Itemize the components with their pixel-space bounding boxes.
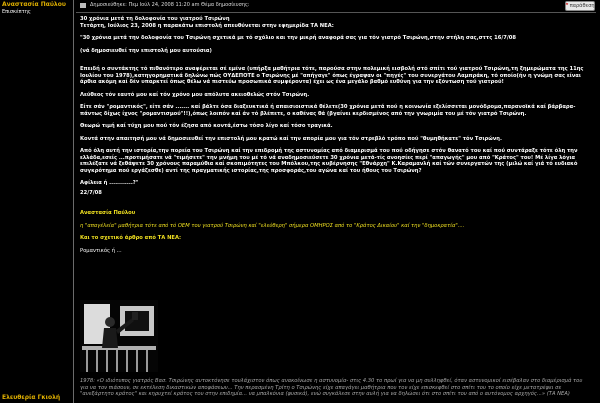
author-name[interactable]: Αναστασία Παύλου xyxy=(2,1,66,8)
signature-name: Αναστασία Παύλου xyxy=(80,210,136,216)
post-dateline: Τετάρτη, Ιούλιος 23, 2008 η παρακάτω επιστολή απευθύνεται στην εφημερίδα ΤΑ ΝΕΑ: xyxy=(80,22,334,29)
article-photo xyxy=(80,300,158,372)
column-divider xyxy=(73,0,74,403)
letter-para-5: Κοντά στην απαιτησή μου νά δημοσιευθεί την επιστολή μου κρατώ καί την απορία μου για τόν στρεβλό τρόπο πού "θυμηθήκατε" τόν Τσιρώνη. xyxy=(80,135,502,142)
photo-caption: 1978: «Ο ιδιότυπος γιατρός Βασ. Τσιρώνης αυτοκτόνησε τουλάχιστον όπως ανακοίνωσε η αστυνομία- στις 4.30 το πρωί για να μη συλληφθεί, όταν αστυνομικοί εισέβαλαν στο διαμέρισμά του για να τον πιάσουν, σε εκτέλεση δικαστικών αποφάσεων... Την περασμένη Τρίτη ο Τσιρώνης είχε απαγάγει μαθήτρια που τον είχε επισκεφθεί στο σπίτι του το οποίο είχε μετατρέψει σε "ανεξάρτητο κράτος" και κηρυχτεί κράτος του στην επιδημία... να μπαλκόνια (φυσικά), ενώ συγκάλεσε στην αυλή για να δηλώσει ότι στο σπίτι του από ο αυτόνομος αρχηγός...» (ΤΑ ΝΕΑ) xyxy=(80,378,583,397)
letter-para-3: Είτε σάν "ρομαντικός", είτε σάν ....... καί βάλτε όσα διαξευκτικά ή απαισιοιστικά θέλετε(30 χρόνια μετά πού η κοινωνία εξελίσσεται μονόδρομα,παρανοϊκά καί βάρβαρα-πάντως δίχως ίχνος "ρομαντισμού"!!),όπως λοιπόν καί άν τό βλέπετε, ο καθένας θά (βγαίνει κερδισμένος από την γνωριμία του μέ τόν γιατρό Τσιρώνη. xyxy=(80,104,576,117)
post-title: 30 χρόνια μετά τη δολοφονία του γιατρού Τσιρώνη xyxy=(80,16,230,22)
letter-para-4: Θεωρώ τιμή καί τύχη μου πού τόν έζησα από κοντά,έστω τόσο λίγο καί τόσο τραγικά. xyxy=(80,123,333,129)
post-meta: Δημοσιεύθηκε: Πεμ Ιούλ 24, 2008 11:20 am Θέμα δημοσίευσης: xyxy=(90,2,250,8)
post-body xyxy=(80,16,592,254)
letter-para-6: Από όλη αυτή την ιστορία,την πορεία του Τσιρώνη καί την επιδρομή της αστυνομίας από διαμερισμά του πού οδήγησε στόν θανατό του καί πού συντάραξε τότε όλη την ελλάδα,εσείς ...προτιμήσατε νά "τιμήσετε" την μνήμη του μέ τό νά αναδημοσιεύσετε 30 χρόνια μετά-τίς ανοησίες περί "απαγωγής" μου από "Κράτος" του! Μέ λίγα λόγια επιλέξατε νά ξεθάψετε 30 χρόνους παραμύθια καί σκοπιμότητες του Μπόλκου,της κυβέρνησης "Εθνάρχη" Κ.Καραμανλή καί τών συνεργατών της (μιλώ καί γιά τό ευδιακό συγκρότημα πού εργάζεσθε) αντί της πραγματικής ιστορίας,της προσφοράς,του αγώνα καί του ήθους του Τσιρώνη? xyxy=(80,148,578,174)
letter-closing: Αφίλεια ή ............?" xyxy=(80,180,139,186)
letter-request: (νά δημοσιευθεί την επιστολή μου αυτούσια) xyxy=(80,47,212,54)
quote-label: παράθεση xyxy=(569,3,595,9)
photo-illustration xyxy=(80,300,158,372)
letter-date: 22/7/08 xyxy=(80,189,102,196)
next-author-name[interactable]: Ελευθερία Γκιολή xyxy=(2,394,61,401)
letter-para-2: Λεύθεος τόν εαυτό μου καί τόν χρόνο μου απόλυτα ακειοθελώς στόν Τσιρώνη. xyxy=(80,91,310,98)
author-role: Επισκέπτης xyxy=(2,9,31,15)
post-icon xyxy=(80,3,86,8)
author-sidebar xyxy=(0,0,72,403)
signature-note: η "απαγέλεία" μαθήτρια τότε από τό ΟΕΜ του γιατρού Τσιρώνη καί "ελεύθερη" σήμερα ΟΜΗΡΟΣ από το "Κράτος Δικαίου" καί την "δημοκρατία".... xyxy=(80,222,465,229)
quote-button[interactable] xyxy=(565,1,595,11)
post-header xyxy=(74,0,600,12)
letter-para-1: Επειδή ο συντάκτης τό πιθανότερο αναφέρεται σέ εμένα (υπήρξα μαθήτρια τότε, παρούσα στην πολεμική εισβολή στό σπίτι τού γιατρού Τσιρώνη,τη ξημερώματα της 11ης Ιουλίου του 1978),κατηγορηματικά δηλώνω πώς ΟΥΔΕΠΟΤΕ ο Τσιρώνης μέ "απήγαγε" όπως έγραψαν οι "πηγές" του συνεργάτου Λαμπράκη, τό οποίο(ήν η γνώμη σας είναι άρθια ακόμη καί δέν υπαρκτεί όπως θέλω νά πιστεύω προσωπικά συμφέροντα) έχει ως ένα μεγάλο βαθμό ευθύνη για την εξόντωση τού γιατρού! xyxy=(80,66,584,85)
header-divider xyxy=(76,12,596,13)
article-title: Ρομαντικός ή ... xyxy=(80,247,122,254)
article-intro: Και το σχετικό άρθρο από ΤΑ ΝΕΑ: xyxy=(80,235,182,241)
letter-intro: "30 χρόνια μετά την δολοφονία του Τσιρώνη σχετικά με τό σχόλιο και την μικρή αναφορά σας για τόν γιατρό Τσιρώνη,στην στήλη σας,σττς 16/7/08 xyxy=(80,35,516,41)
quote-icon: “ xyxy=(565,3,569,9)
